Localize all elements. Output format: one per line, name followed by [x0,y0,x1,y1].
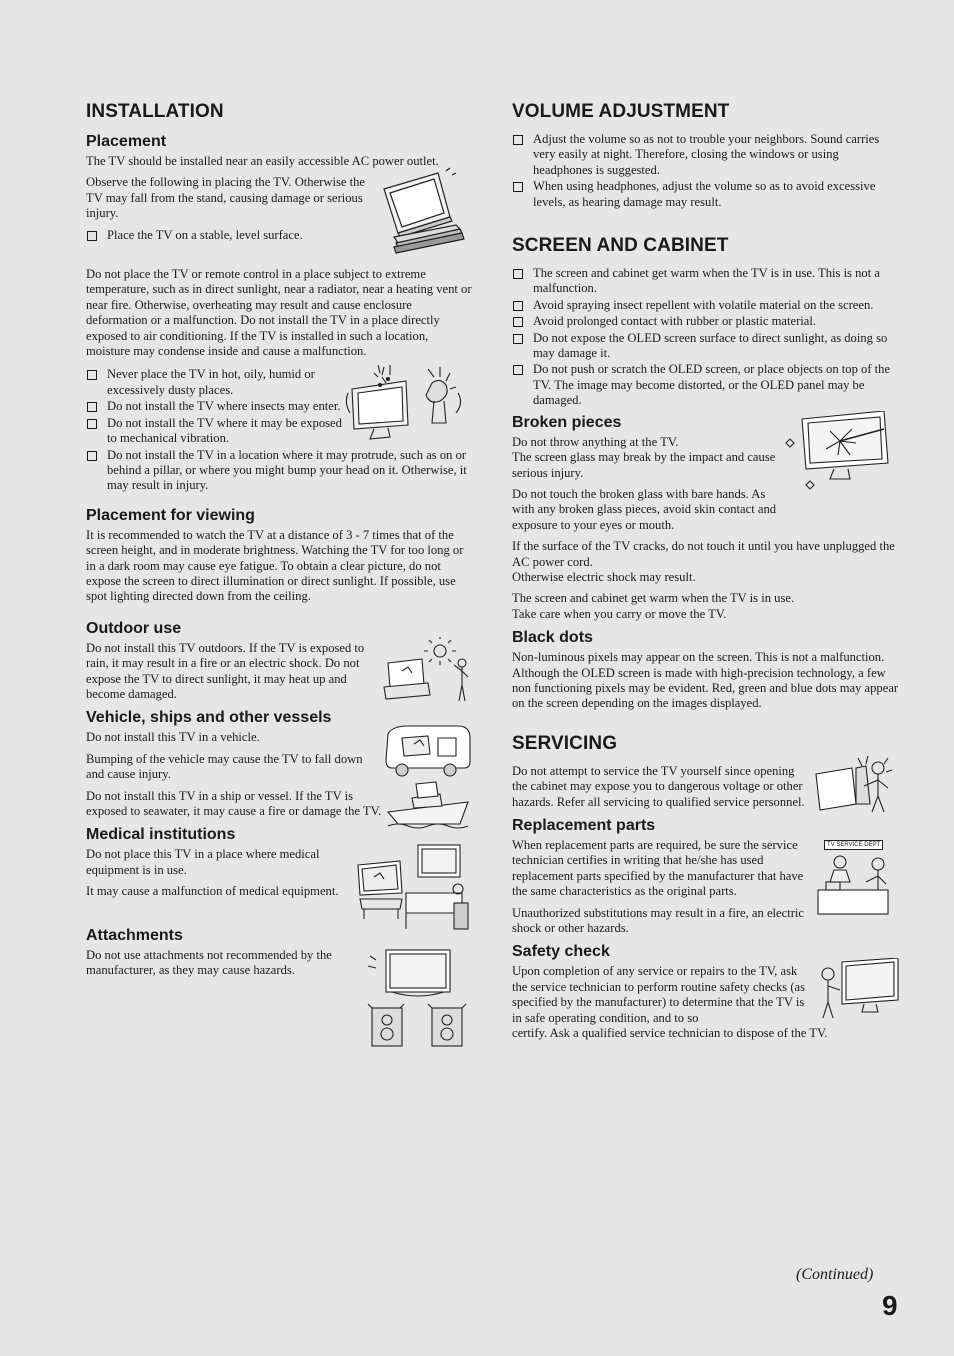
hazard-bullet-insects: Do not install the TV where insects may enter. [86,399,352,414]
placement-p1: The TV should be installed near an easily accessible AC power outlet. [86,154,439,168]
placement-p2: Observe the following in placing the TV. Otherwise the TV may fall from the stand, causing damage or serious injury. [86,175,365,221]
black-dots-heading: Black dots [512,629,593,647]
screen-bullet-scratch: Do not push or scratch the OLED screen, or place objects on top of the TV. The image may become distorted, or the OLED panel may be damaged. [512,362,900,408]
servicing-title: SERVICING [512,732,618,754]
attachments-illustration [364,946,474,1048]
outdoor-heading: Outdoor use [86,619,182,637]
black-dots-p1: Non-luminous pixels may appear on the screen. This is not a malfunction. Although the OLED screen is made with high-precision technology, a few non functioning pixels may be evident. Red, green and blue dots may appear on the screen depending on the images displayed. [512,650,899,711]
volume-bullets [512,132,900,210]
broken-p3b: Otherwise electric shock may result. [512,569,696,584]
broken-p1a: Do not throw anything at the TV. [512,434,679,449]
servicing-block [512,732,900,810]
medical-heading: Medical institutions [86,826,236,844]
replacement-block [512,816,900,936]
volume-bullet-neighbors: Adjust the volume so as not to trouble your neighbors. Sound carries very easily at night. Therefore, closing the windows or using headphones is suggested. [512,132,900,178]
broken-p2: Do not touch the broken glass with bare hands. As with any broken glass pieces, avoid skin contact and exposure to your eyes or mouth. [512,486,777,532]
hazard-bullet-hot: Never place the TV in hot, oily, humid or excessively dusty places. [86,367,352,398]
broken-block [512,413,900,622]
broken-screen-illustration [784,411,902,493]
viewing-p1: It is recommended to watch the TV at a distance of 3 - 7 times that of the screen height, and in moderate brightness. Watching the TV for too long or in a dark room may cause eye fatigue. To obtain a clear picture, do not expose the screen to direct illumination or direct sunlight. If possible, use spot lighting directed down from the ceiling. [86,527,464,604]
screen-title: SCREEN AND CABINET [512,235,729,257]
servicing-illustration [812,754,900,816]
viewing-heading: Placement for viewing [86,506,255,524]
right-column [512,100,900,1047]
hazard-block [86,367,474,493]
vehicle-heading: Vehicle, ships and other vessels [86,709,332,727]
broken-p1b: The screen glass may break by the impact and cause serious injury. [512,450,776,480]
safety-p1a: Upon completion of any service or repairs to the TV, ask the service technician to perform routine safety checks (as specified by the manufacturer) to determine that the TV is in safe operating condition, and to so [512,964,806,1025]
vehicle-p3: Do not install this TV in a ship or vessel. If the TV is exposed to seawater, it may cause a fire or damage the TV. [86,788,382,818]
placement-block [86,175,474,243]
replacement-heading: Replacement parts [512,817,656,834]
broken-heading: Broken pieces [512,413,622,431]
safety-check-illustration [812,958,902,1020]
placement-heading: Placement [86,133,167,150]
broken-p4b: Take care when you carry or move the TV. [512,606,727,621]
vehicle-p2: Bumping of the vehicle may cause the TV to fall down and cause injury. [86,751,363,782]
service-dept-illustration [816,836,898,918]
screen-bullet-rubber: Avoid prolonged contact with rubber or plastic material. [512,314,900,329]
medical-illustration [354,843,476,938]
outdoor-illustration [382,637,474,705]
medical-p1: Do not place this TV in a place where medical equipment is in use. [86,847,320,877]
medical-p2: It may cause a malfunction of medical equipment. [86,884,339,899]
attachments-p1: Do not use attachments not recommended by the manufacturer, as they may cause hazards. [86,947,332,978]
screen-bullet-warm: The screen and cabinet get warm when the TV is in use. This is not a malfunction. [512,266,900,297]
safety-heading: Safety check [512,943,610,961]
broken-p4a: The screen and cabinet get warm when the TV is in use. [512,591,795,606]
page-number: 9 [882,1290,898,1321]
attachments-heading: Attachments [86,926,183,944]
outdoor-p1: Do not install this TV outdoors. If the TV is exposed to rain, it may result in a fire or an electric shock. Do not expose the TV to direct sunlight, it may heat up and become damaged. [86,640,365,701]
service-dept-sign: TV SERVICE DEPT [824,840,883,850]
hazards-illustration [344,363,469,443]
volume-title: VOLUME ADJUSTMENT [512,101,730,122]
outdoor-block [86,619,474,703]
attachments-block [86,926,474,979]
left-column [86,100,474,984]
vehicle-illustration [384,724,474,784]
volume-bullet-headphones: When using headphones, adjust the volume so as to avoid excessive levels, as hearing damage may result. [512,179,900,210]
broken-p3a: If the surface of the TV cracks, do not touch it until you have unplugged the AC power cord. [512,539,895,569]
placement-bullet-stable: Place the TV on a stable, level surface. [86,228,371,243]
placement-bullets-1 [86,228,371,243]
hazard-bullet-pillar: Do not install the TV in a location where it may protrude, such as on or behind a pillar, or where you might bump your head on it. Otherwise, it may result in injury. [86,448,474,494]
vehicle-p1: Do not install this TV in a vehicle. [86,730,260,745]
screen-bullet-insect: Avoid spraying insect repellent with volatile material on the screen. [512,298,900,313]
placement-p3: Do not place the TV or remote control in a place subject to extreme temperature, such as in direct sunlight, near a radiator, near a heating vent or near fire. Otherwise, overheating may result and cause enclosure deformation or a malfunction. Do not install the TV in a place directly exposed to air conditioning. If the TV is installed in such a location, moisture may condense inside and cause a malfunction. [86,267,472,359]
replacement-p2: Unauthorized substitutions may result in a fire, an electric shock or other hazards. [512,905,805,936]
tv-stand-illustration [376,167,471,255]
continued-label: (Continued) [796,1266,874,1283]
safety-block [512,942,900,1041]
hazard-bullet-vibration: Do not install the TV where it may be exposed to mechanical vibration. [86,416,352,447]
screen-bullet-sunlight: Do not expose the OLED screen surface to direct sunlight, as doing so may damage it. [512,331,900,362]
installation-title: INSTALLATION [86,101,224,122]
screen-bullets [512,266,900,409]
vehicle-block [86,708,474,819]
medical-block [86,825,474,899]
safety-p1b: certify. Ask a qualified service technician to dispose of the TV. [512,1026,828,1041]
servicing-p1: Do not attempt to service the TV yourself since opening the cabinet may expose you to dangerous voltage or other hazards. Refer all servicing to qualified service personnel. [512,763,805,809]
replacement-p1: When replacement parts are required, be sure the service technician certifies in writing that he/she has used replacement parts specified by the manufacturer that have the same characteristics as the original parts. [512,838,804,899]
